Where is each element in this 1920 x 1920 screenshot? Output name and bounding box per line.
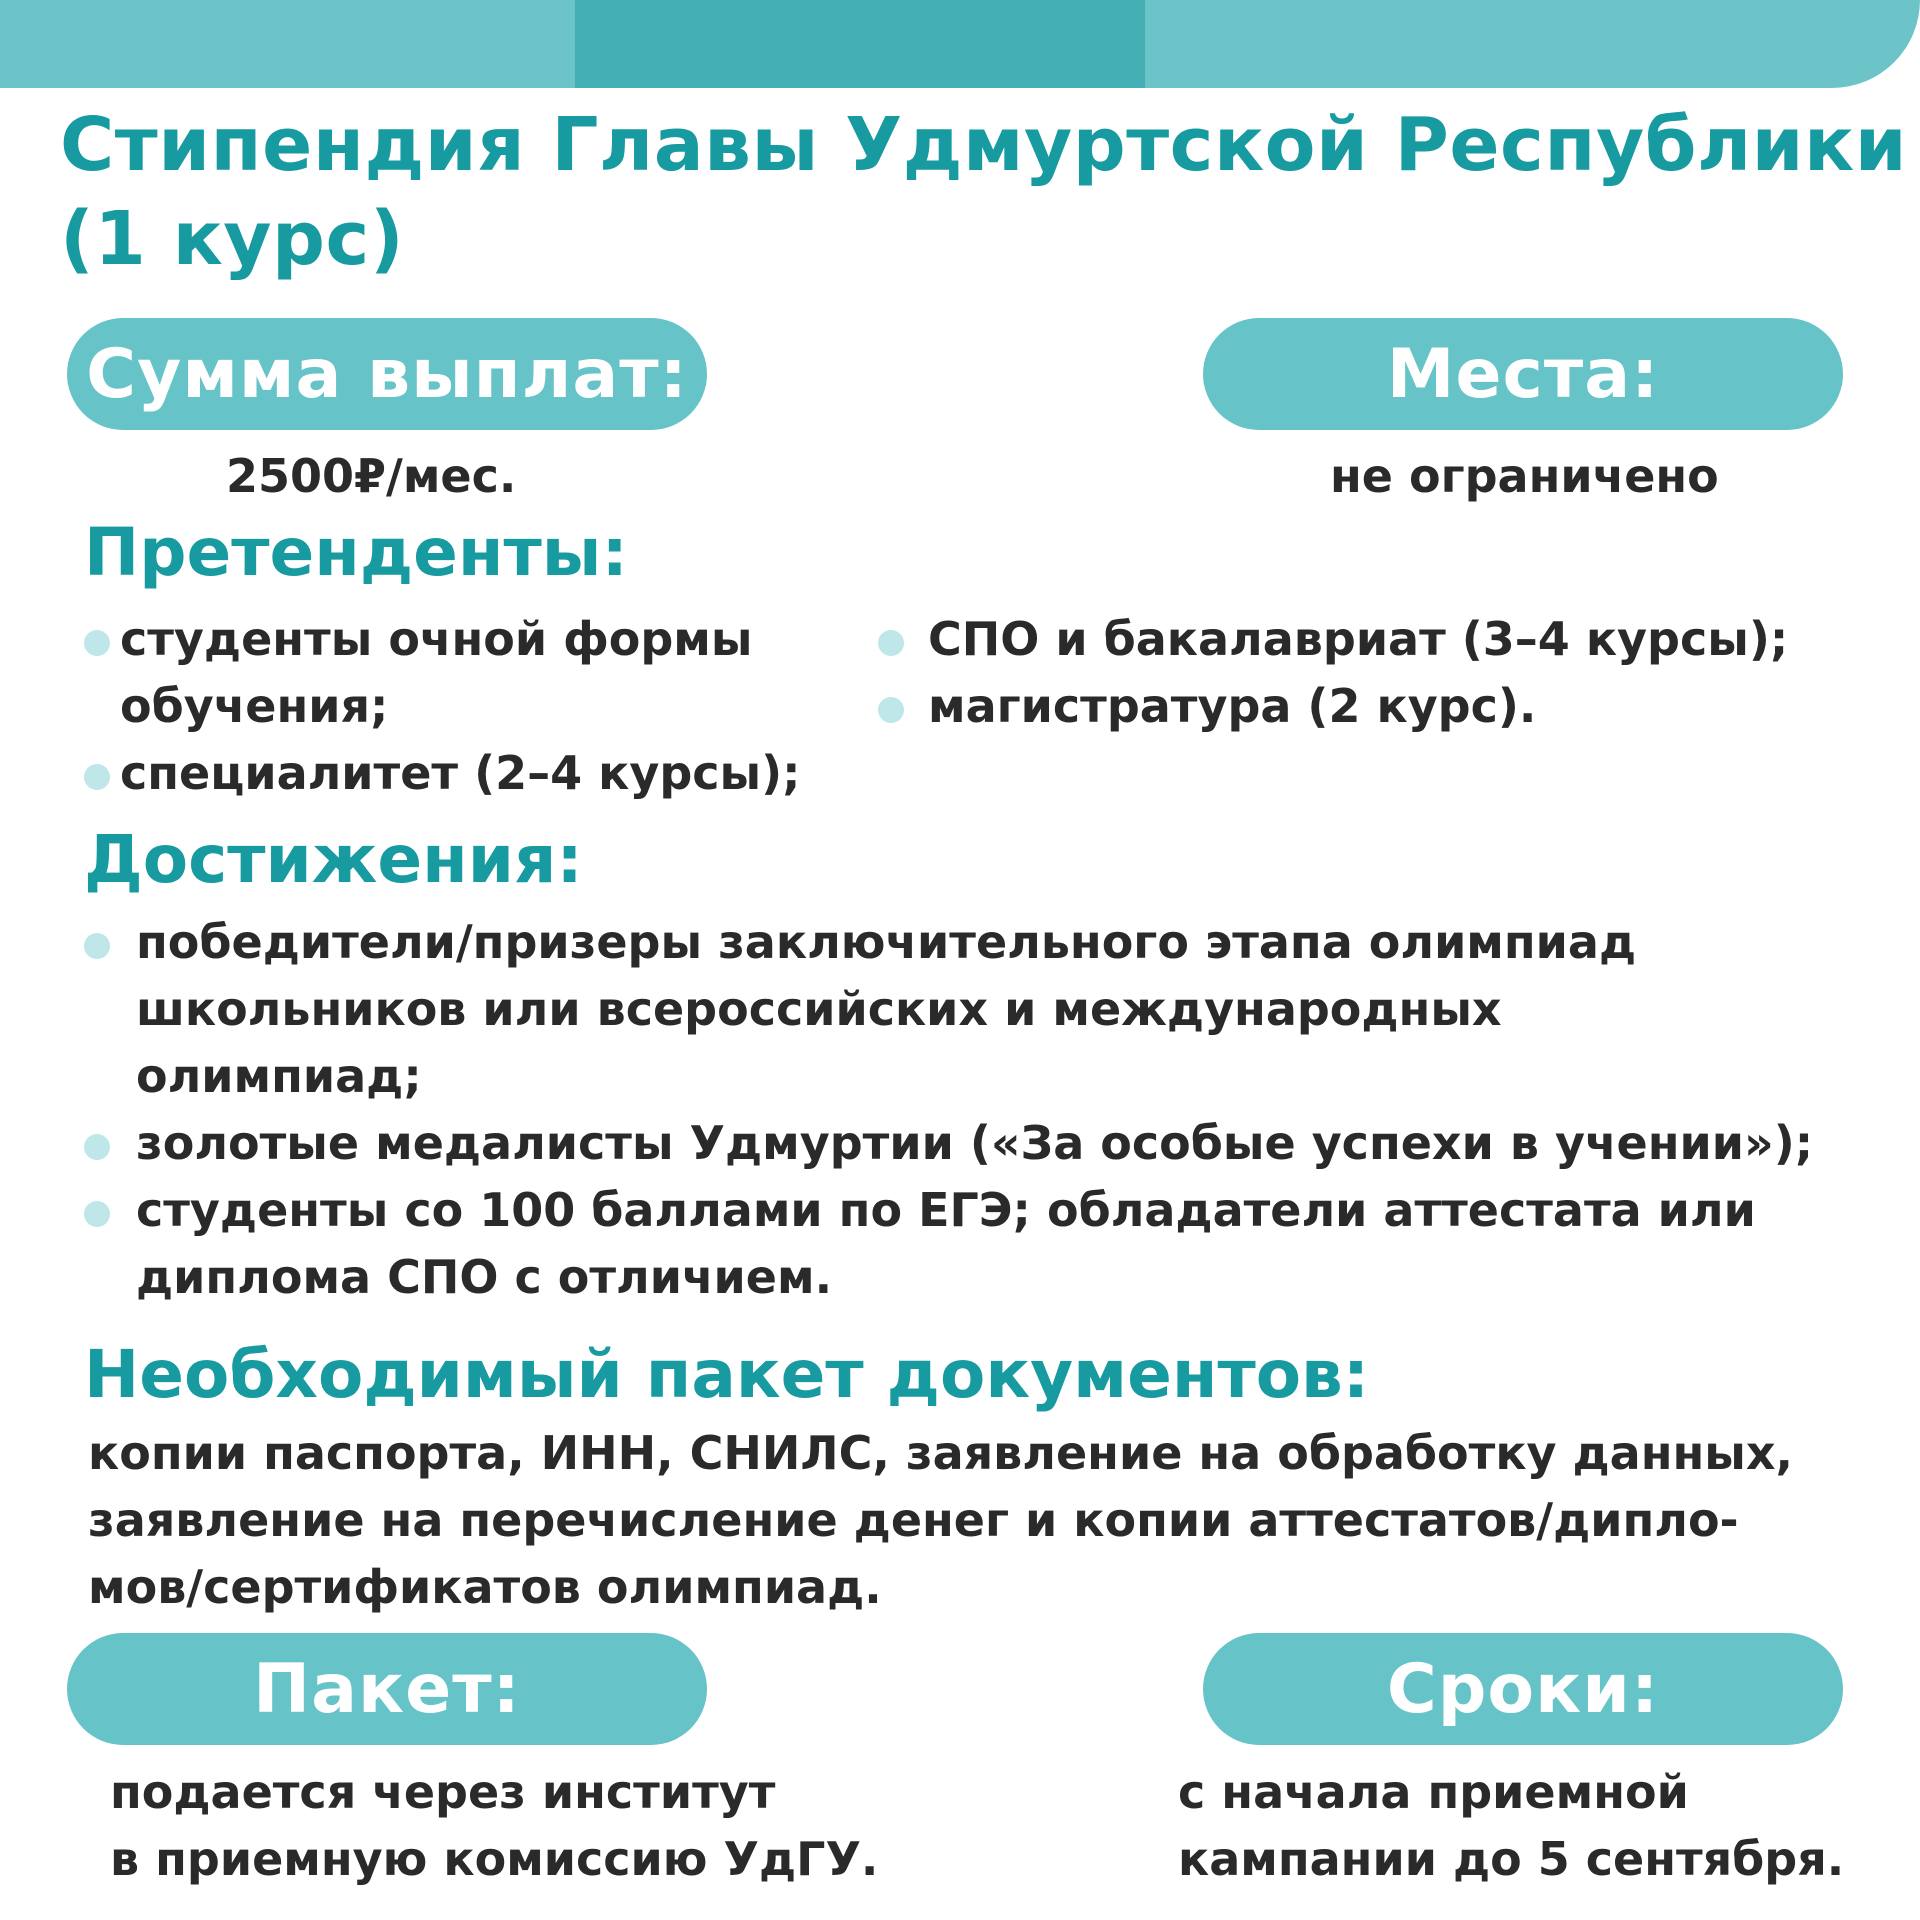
list-item-text: студенты со 100 баллами по ЕГЭ; обладатели аттестата или (136, 1183, 1756, 1237)
documents-text (88, 1420, 1888, 1621)
bullet-icon (84, 1201, 110, 1227)
top-decor-bar (0, 0, 1920, 88)
list-item (136, 1110, 1896, 1177)
achievements-heading: Достижения: (84, 821, 583, 898)
applicants-list-left (120, 606, 880, 807)
achievements-list (136, 909, 1896, 1311)
deadlines-text-line: кампании до 5 сентября. (1178, 1832, 1845, 1886)
payment-value: 2500₽/мес. (226, 449, 517, 503)
list-item-text: школьников или всероссийских и международных (136, 982, 1502, 1036)
list-item-text: золотые медалисты Удмуртии («За особые успехи в учении»); (136, 1116, 1814, 1170)
list-item-text: диплома СПО с отличием. (136, 1250, 833, 1304)
documents-text-line: мов/сертификатов олимпиад. (88, 1560, 882, 1614)
list-item-text: победители/призеры заключительного этапа олимпиад (136, 915, 1637, 969)
list-item-text: СПО и бакалавриат (3–4 курсы); (928, 612, 1789, 666)
places-value: не ограничено (1330, 449, 1719, 503)
documents-heading: Необходимый пакет документов: (84, 1336, 1370, 1413)
bullet-icon (84, 1134, 110, 1160)
title-line: (1 курс) (60, 196, 405, 282)
package-label-pill: Пакет: (67, 1633, 707, 1745)
page-title (60, 98, 1908, 286)
list-item-text: студенты очной формы (120, 612, 753, 666)
documents-text-line: заявление на перечисление денег и копии аттестатов/дипло- (88, 1493, 1739, 1547)
payment-label-pill: Сумма выплат: (67, 318, 707, 430)
list-item-text: магистратура (2 курс). (928, 679, 1537, 733)
applicants-list-right (928, 606, 1888, 740)
list-item (120, 606, 880, 740)
package-text-line: в приемную комиссию УдГУ. (110, 1832, 879, 1886)
list-item (136, 1177, 1896, 1311)
bullet-icon (84, 933, 110, 959)
deadlines-text-line: с начала приемной (1178, 1765, 1689, 1819)
list-item-text: обучения; (120, 679, 389, 733)
top-bar-segment-dark (575, 0, 1145, 88)
package-text-line: подается через институт (110, 1765, 776, 1819)
list-item-text: специалитет (2–4 курсы); (120, 746, 801, 800)
list-item (928, 606, 1888, 673)
list-item-text: олимпиад; (136, 1049, 422, 1103)
bullet-icon (84, 630, 110, 656)
top-bar-segment-rounded (1145, 0, 1920, 88)
places-label-pill: Места: (1203, 318, 1843, 430)
package-text (110, 1759, 878, 1893)
list-item (928, 673, 1888, 740)
deadlines-text (1178, 1759, 1844, 1893)
list-item (120, 740, 880, 807)
bullet-icon (878, 697, 904, 723)
documents-text-line: копии паспорта, ИНН, СНИЛС, заявление на обработку данных, (88, 1426, 1794, 1480)
bullet-icon (878, 630, 904, 656)
title-line: Стипендия Главы Удмуртской Республики (60, 102, 1908, 188)
applicants-heading: Претенденты: (84, 514, 628, 591)
top-bar-segment (0, 0, 575, 88)
deadlines-label-pill: Сроки: (1203, 1633, 1843, 1745)
bullet-icon (84, 764, 110, 790)
list-item (136, 909, 1896, 1110)
